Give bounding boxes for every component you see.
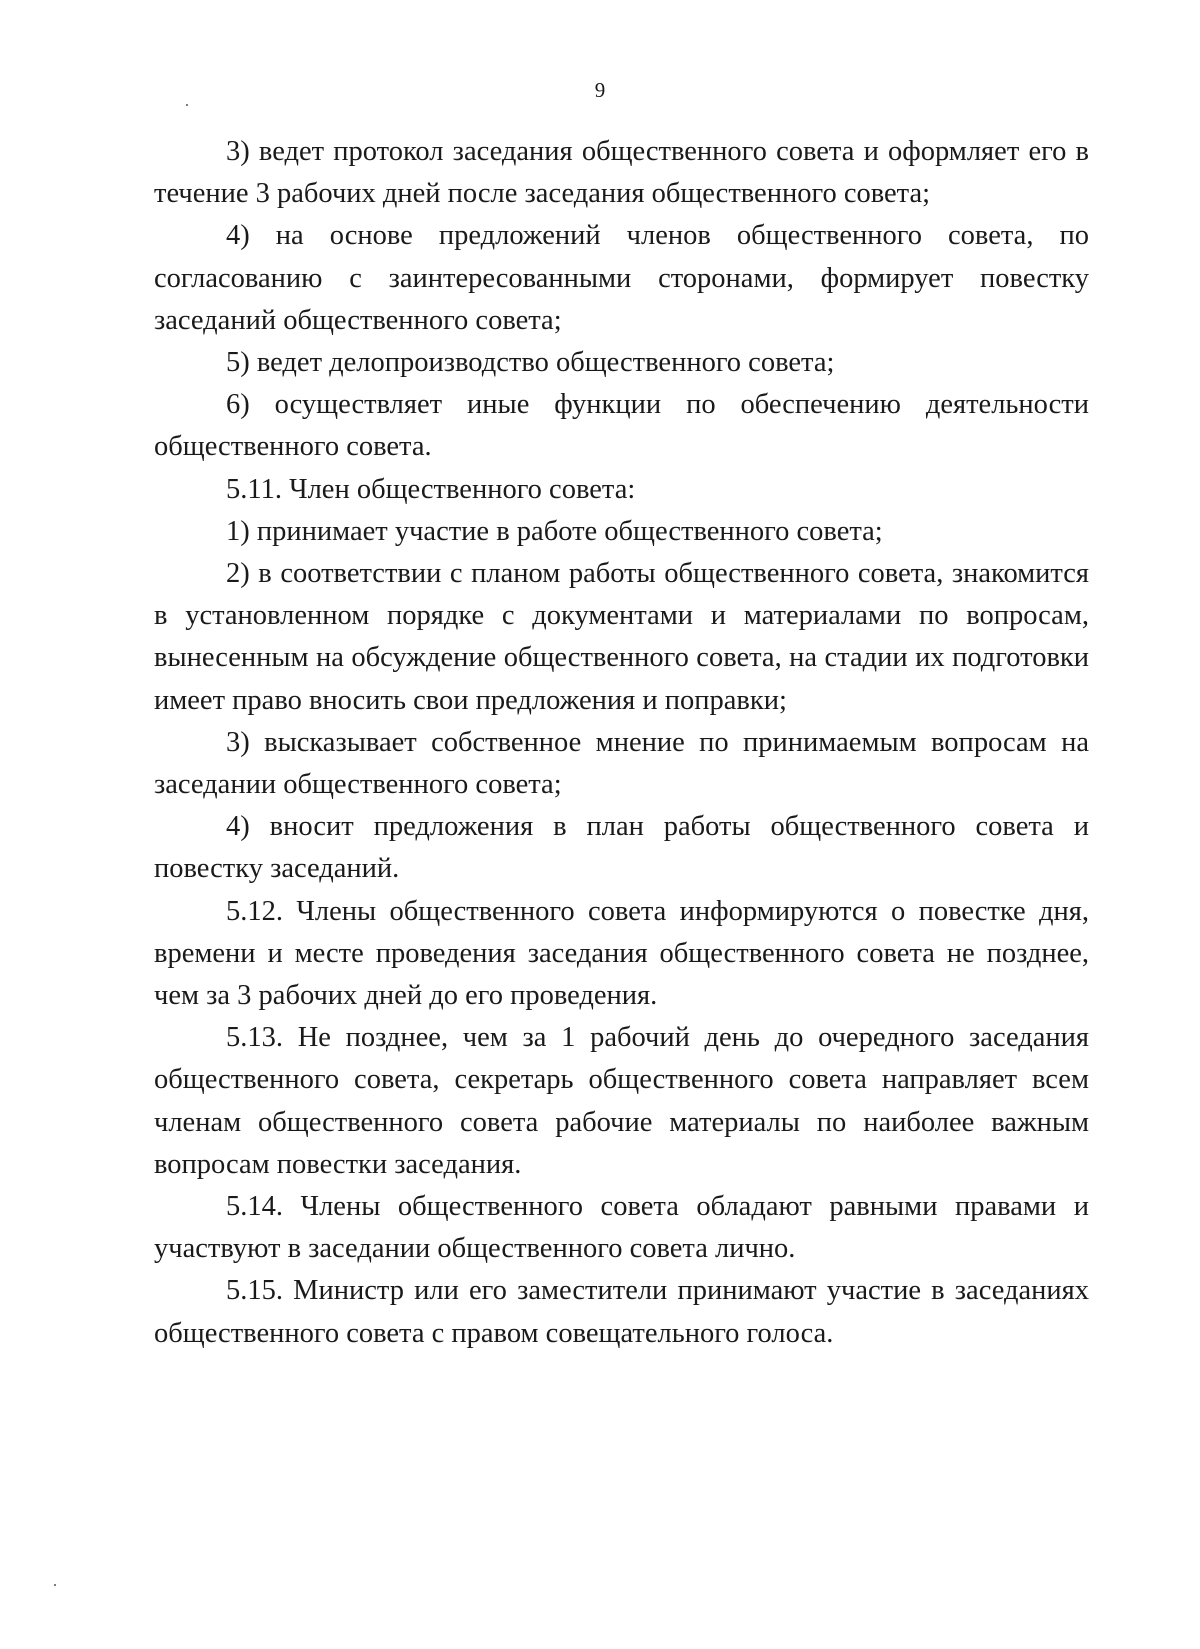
section-heading: 5.11. Член общественного совета: <box>226 473 636 505</box>
paragraph: 2) в соответствии с планом работы общественного совета, знакомится в установленном порядке с документами и материалами по вопросам, вынесенным на обсуждение общественного совета, на стадии их подготовки имеет право вносить свои предложения и поправки; <box>154 558 1089 716</box>
paragraph: 4) на основе предложений членов общественного совета, по согласованию с заинтересованными сторонами, формирует повестку заседаний общественного совета; <box>154 220 1089 336</box>
paragraph: 3) ведет протокол заседания общественного совета и оформляет его в течение 3 рабочих дней после заседания общественного совета; <box>154 136 1089 210</box>
paragraph: 1) принимает участие в работе общественного совета; <box>226 515 883 547</box>
scan-speck <box>186 104 188 106</box>
paragraph: 3) высказывает собственное мнение по принимаемым вопросам на заседании общественного совета; <box>154 726 1089 801</box>
paragraph: 5.14. Члены общественного совета обладают равными правами и участвуют в заседании общественного совета лично. <box>154 1191 1089 1265</box>
page-number: 9 <box>594 78 606 102</box>
paragraph: 4) вносит предложения в план работы общественного совета и повестку заседаний. <box>154 811 1089 885</box>
paragraph: 5.13. Не позднее, чем за 1 рабочий день до очередного заседания общественного совета, секретарь общественного совета направляет всем членам общественного совета рабочие материалы по наиболее важным вопросам повестки заседания. <box>154 1022 1089 1180</box>
paragraph: 5.15. Министр или его заместители принимают участие в заседаниях общественного совета с правом совещательного голоса. <box>154 1275 1089 1349</box>
paragraph: 6) осуществляет иные функции по обеспечению деятельности общественного совета. <box>154 389 1089 463</box>
document-body <box>154 131 1089 1355</box>
paragraph: 5) ведет делопроизводство общественного совета; <box>226 347 835 379</box>
scan-speck <box>54 1584 56 1586</box>
paragraph: 5.12. Члены общественного совета информируются о повестке дня, времени и месте проведения заседания общественного совета не позднее, чем за 3 рабочих дней до его проведения. <box>154 895 1089 1012</box>
